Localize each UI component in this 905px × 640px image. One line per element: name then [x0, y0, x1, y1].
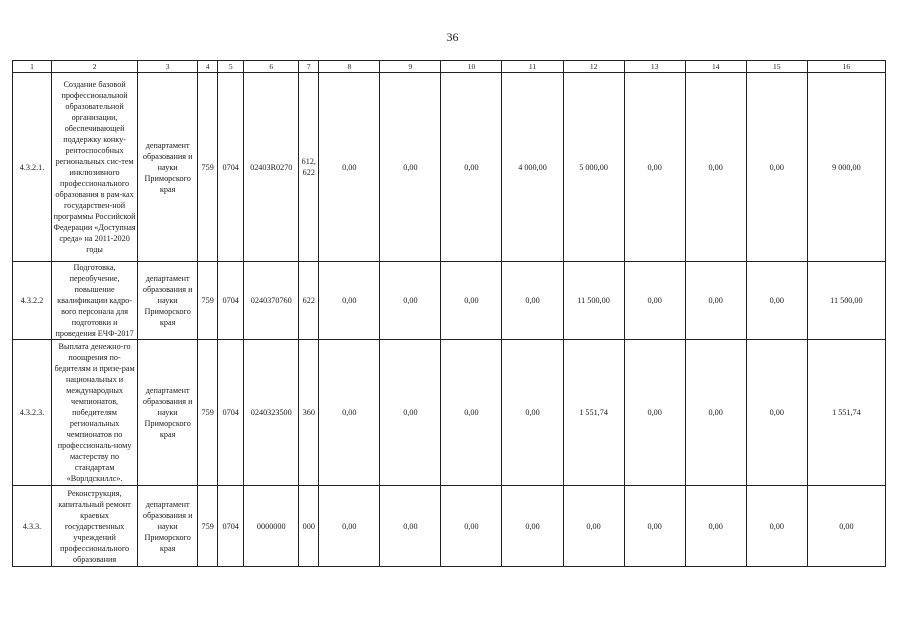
table-row: [13, 262, 886, 340]
row-number: 4.3.2.3.: [13, 340, 52, 486]
col-header: 3: [138, 61, 198, 73]
row-number: 4.3.3.: [13, 486, 52, 567]
budget-table: [12, 60, 886, 567]
page-number: 36: [446, 30, 459, 44]
cell-value: 0,00: [380, 73, 441, 262]
header-row: [13, 61, 886, 73]
col-header: 16: [807, 61, 885, 73]
col-header: 9: [380, 61, 441, 73]
activity-name: Подготовка, переобучение, повышение квалификации кадро-вого персонала для подготовки и проведения ЕЧФ-2017: [52, 262, 138, 340]
cell-section: 0704: [218, 262, 244, 340]
cell-value: 0,00: [624, 486, 685, 567]
cell-value: 4 000,00: [502, 73, 563, 262]
cell-value: 0,00: [502, 262, 563, 340]
col-header: 6: [244, 61, 299, 73]
col-header: 15: [746, 61, 807, 73]
cell-expense-type: 612, 622: [299, 73, 319, 262]
cell-value: 0,00: [380, 262, 441, 340]
col-header: 14: [685, 61, 746, 73]
cell-target-article: 0000000: [244, 486, 299, 567]
row-number: 4.3.2.2: [13, 262, 52, 340]
cell-section: 0704: [218, 73, 244, 262]
cell-total: 1 551,74: [807, 340, 885, 486]
executor: департамент образования и науки Приморского края: [138, 73, 198, 262]
cell-value: 0,00: [685, 340, 746, 486]
col-header: 2: [52, 61, 138, 73]
cell-total: 0,00: [807, 486, 885, 567]
cell-value: 0,00: [319, 73, 380, 262]
cell-target-article: 0240323500: [244, 340, 299, 486]
cell-value: 0,00: [441, 262, 502, 340]
cell-value: 0,00: [685, 73, 746, 262]
cell-value: 0,00: [746, 73, 807, 262]
table-row: [13, 73, 886, 262]
cell-value: 1 551,74: [563, 340, 624, 486]
executor: департамент образования и науки Приморского края: [138, 486, 198, 567]
executor: департамент образования и науки Приморского края: [138, 340, 198, 486]
col-header: 10: [441, 61, 502, 73]
cell-value: 0,00: [441, 73, 502, 262]
table-row: [13, 486, 886, 567]
cell-target-article: 0240370760: [244, 262, 299, 340]
col-header: 4: [198, 61, 218, 73]
cell-grbs: 759: [198, 486, 218, 567]
cell-value: 0,00: [624, 262, 685, 340]
cell-value: 0,00: [624, 340, 685, 486]
cell-value: 0,00: [502, 486, 563, 567]
cell-total: 11 500,00: [807, 262, 885, 340]
col-header: 13: [624, 61, 685, 73]
cell-value: 0,00: [319, 340, 380, 486]
cell-value: 0,00: [685, 486, 746, 567]
activity-name: Создание базовой профессиональной образовательной организации, обеспечивающей поддержку конку-рентоспособных региональных сис-тем инклюзивного профессионального образования в рам-ках государствен-ной программы Российской Федерации «Доступная среда» на 2011-2020 годы: [52, 73, 138, 262]
cell-section: 0704: [218, 340, 244, 486]
cell-expense-type: 360: [299, 340, 319, 486]
cell-value: 0,00: [563, 486, 624, 567]
cell-value: 0,00: [502, 340, 563, 486]
cell-grbs: 759: [198, 73, 218, 262]
cell-value: 5 000,00: [563, 73, 624, 262]
cell-target-article: 02403R0270: [244, 73, 299, 262]
cell-value: 0,00: [441, 486, 502, 567]
table-row: [13, 340, 886, 486]
row-number: 4.3.2.1.: [13, 73, 52, 262]
cell-value: 0,00: [319, 486, 380, 567]
cell-value: 0,00: [624, 73, 685, 262]
cell-grbs: 759: [198, 262, 218, 340]
cell-value: 0,00: [380, 486, 441, 567]
activity-name: Выплата денежно-го поощрения по-бедителям и призе-рам национальных и международных чемпионатов, победителям региональных чемпионатов по профессиональ-ному мастерству по стандартам «Ворлдскиллс».: [52, 340, 138, 486]
col-header: 5: [218, 61, 244, 73]
cell-section: 0704: [218, 486, 244, 567]
col-header: 1: [13, 61, 52, 73]
cell-value: 0,00: [319, 262, 380, 340]
col-header: 11: [502, 61, 563, 73]
cell-value: 0,00: [685, 262, 746, 340]
cell-value: 11 500,00: [563, 262, 624, 340]
cell-expense-type: 000: [299, 486, 319, 567]
cell-value: 0,00: [380, 340, 441, 486]
cell-value: 0,00: [746, 486, 807, 567]
cell-value: 0,00: [746, 262, 807, 340]
executor: департамент образования и науки Приморского края: [138, 262, 198, 340]
col-header: 7: [299, 61, 319, 73]
cell-value: 0,00: [746, 340, 807, 486]
col-header: 8: [319, 61, 380, 73]
activity-name: Реконструкция, капитальный ремонт краевых государственных учреждений профессионального образования: [52, 486, 138, 567]
cell-grbs: 759: [198, 340, 218, 486]
col-header: 12: [563, 61, 624, 73]
cell-total: 9 000,00: [807, 73, 885, 262]
cell-value: 0,00: [441, 340, 502, 486]
cell-expense-type: 622: [299, 262, 319, 340]
